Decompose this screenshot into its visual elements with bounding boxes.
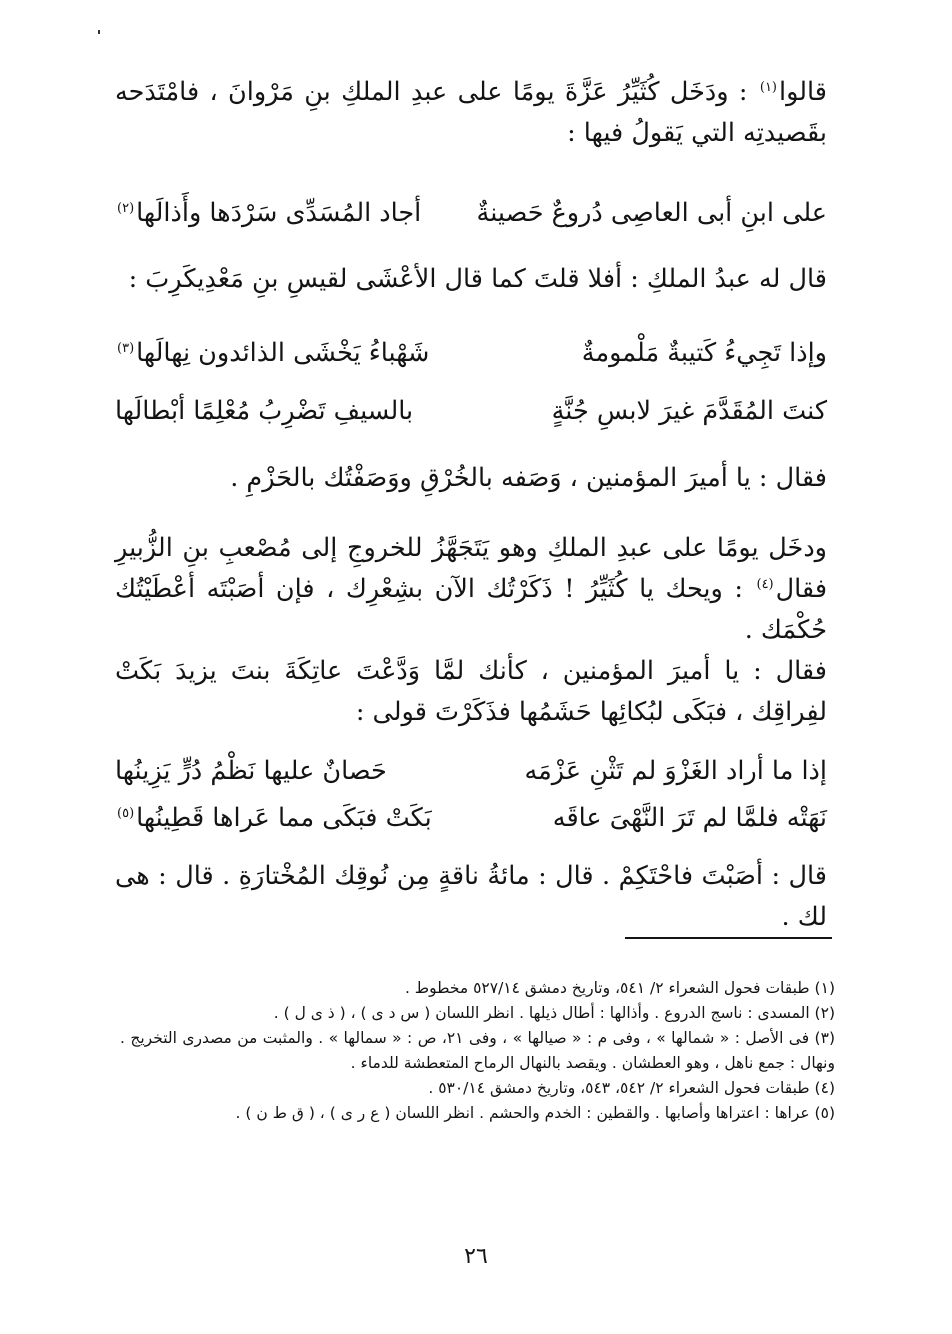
footnote-marker-1: (١) [759,79,777,95]
paragraph-intro [115,72,827,154]
scan-speck [98,30,100,34]
paragraph-kuthayyir-answer [115,458,827,499]
paragraph-abdulmalik-text: قال له عبدُ الملكِ : أفلا قلتَ كما قال الأعْشَى لقيسِ بنِ مَعْدِيكَرِبَ : [128,264,827,294]
verse-2-second-text: شَهْباءُ يَخْشَى الذائدون نِهالَها [136,338,430,368]
verse-line-4 [115,748,827,794]
paragraph-second-visit-text: : ويحك يا كُثَيِّرُ ! ذَكَرْتُك الآن بشِعْرِك ، فإن أصَبْتَه أعْطَيْتُك حُكْمَك . [115,574,827,645]
verse-1-first-hemistich: على ابنِ أبى العاصِى دُروعٌ حَصينةٌ [476,198,827,228]
paragraph-second-visit [115,528,827,733]
footnote-4: (٤) طبقات فحول الشعراء ٢/ ٥٤٢، ٥٤٣، وتاريخ دمشق ٥٣٠/١٤ . [428,1079,835,1097]
paragraph-intro-lead: قالوا [779,77,827,107]
paragraph-kuthayyir-text: فقال : يا أميرَ المؤمنين ، وَصَفه بالخُرْقِ ووَصَفْتُك بالحَزْمِ . [230,463,827,493]
verse-line-2 [115,330,827,376]
paragraph-abdulmalik-reply [115,259,827,300]
verse-5-first-hemistich: نَهَتْه فلمَّا لم تَرَ النَّهْىَ عاقَه [552,803,827,833]
verse-line-3 [115,388,827,434]
verse-3-second-hemistich: بالسيفِ تَضْرِبُ مُعْلِمًا أبْطالَها [115,396,414,426]
footnotes [120,976,835,1126]
verse-line-1 [115,190,827,236]
paragraph-intro-text: : ودَخَل كُثَيِّرُ عَزَّةَ يومًا على عبدِ الملكِ بنِ مَرْوانَ ، فامْتَدَحه بقَصيدتِه التي يَقولُ فيها : [115,77,827,148]
footnote-2: (٢) المسدى : ناسج الدروع . وأذالها : أطال ذيلها . انظر اللسان ( س د ى ) ، ( ذ ى ل ) . [273,1004,835,1022]
footnote-marker-5: (٥) [117,805,135,821]
footnote-3: (٣) فى الأصل : « شمالها » ، وفى م : « صيالها » ، وفى ٢١، ص : « سمالها » . والمثبت من مصدرى التخريج . ونهال : جمع ناهل ، وهو العطشان . ويقصد بالنهال الرماح المتعطشة للدماء . [120,1029,835,1072]
paragraph-closing [115,856,827,938]
footnote-marker-2: (٢) [117,200,135,216]
verse-4-first-hemistich: إذا ما أراد الغَزْوَ لم تَثْنِ عَزْمَه [524,756,827,786]
footnote-separator [625,937,832,939]
footnote-marker-3: (٣) [117,340,135,356]
footnote-5: (٥) عراها : اعتراها وأصابها . والقطين : الخدم والحشم . انظر اللسان ( ع ر ى ) ، ( ق ط ن ) . [235,1104,835,1122]
verse-1-second-hemistich [115,190,421,236]
verse-2-second-hemistich [115,330,429,376]
paragraph-closing-text: قال : أصَبْتَ فاحْتَكِمْ . قال : مائةُ ناقةٍ مِن نُوقِك المُخْتارَةِ . قال : هى لك . [115,861,827,932]
verse-4-second-hemistich: حَصانٌ عليها نَظْمُ دُرٍّ يَزِينُها [115,756,387,786]
paragraph-atika-text: فقال : يا أميرَ المؤمنين ، كأنك لمَّا وَدَّعْتَ عاتِكَةَ بنتَ يزيدَ بَكَتْ لفِراقِك ، فبَكَى لبُكائِها حَشَمُها فذَكَرْتَ قولى : [115,656,827,727]
paragraph-second-visit-lead: ودخَل يومًا على عبدِ الملكِ وهو يَتَجَهَّزُ للخروجِ إلى مُصْعبِ بنِ الزُّبيرِ فقال [115,533,828,604]
verse-5-second-text: بَكَتْ فبَكَى مما عَراها قَطِينُها [136,803,432,833]
verse-1-second-text: أجاد المُسَدِّى سَرْدَها وأَذالَها [136,198,422,228]
verse-5-second-hemistich [115,795,432,841]
verse-line-5 [115,795,827,841]
footnote-1: (١) طبقات فحول الشعراء ٢/ ٥٤١، وتاريخ دمشق ٥٢٧/١٤ مخطوط . [404,979,835,997]
footnote-marker-4: (٤) [756,576,774,592]
verse-2-first-hemistich: وإذا تَجِيءُ كَتيبةٌ مَلْمومةٌ [581,338,827,368]
verse-3-first-hemistich: كنتَ المُقَدَّمَ غيرَ لابسِ جُنَّةٍ [551,396,827,426]
page-number: ٢٦ [464,1244,488,1269]
